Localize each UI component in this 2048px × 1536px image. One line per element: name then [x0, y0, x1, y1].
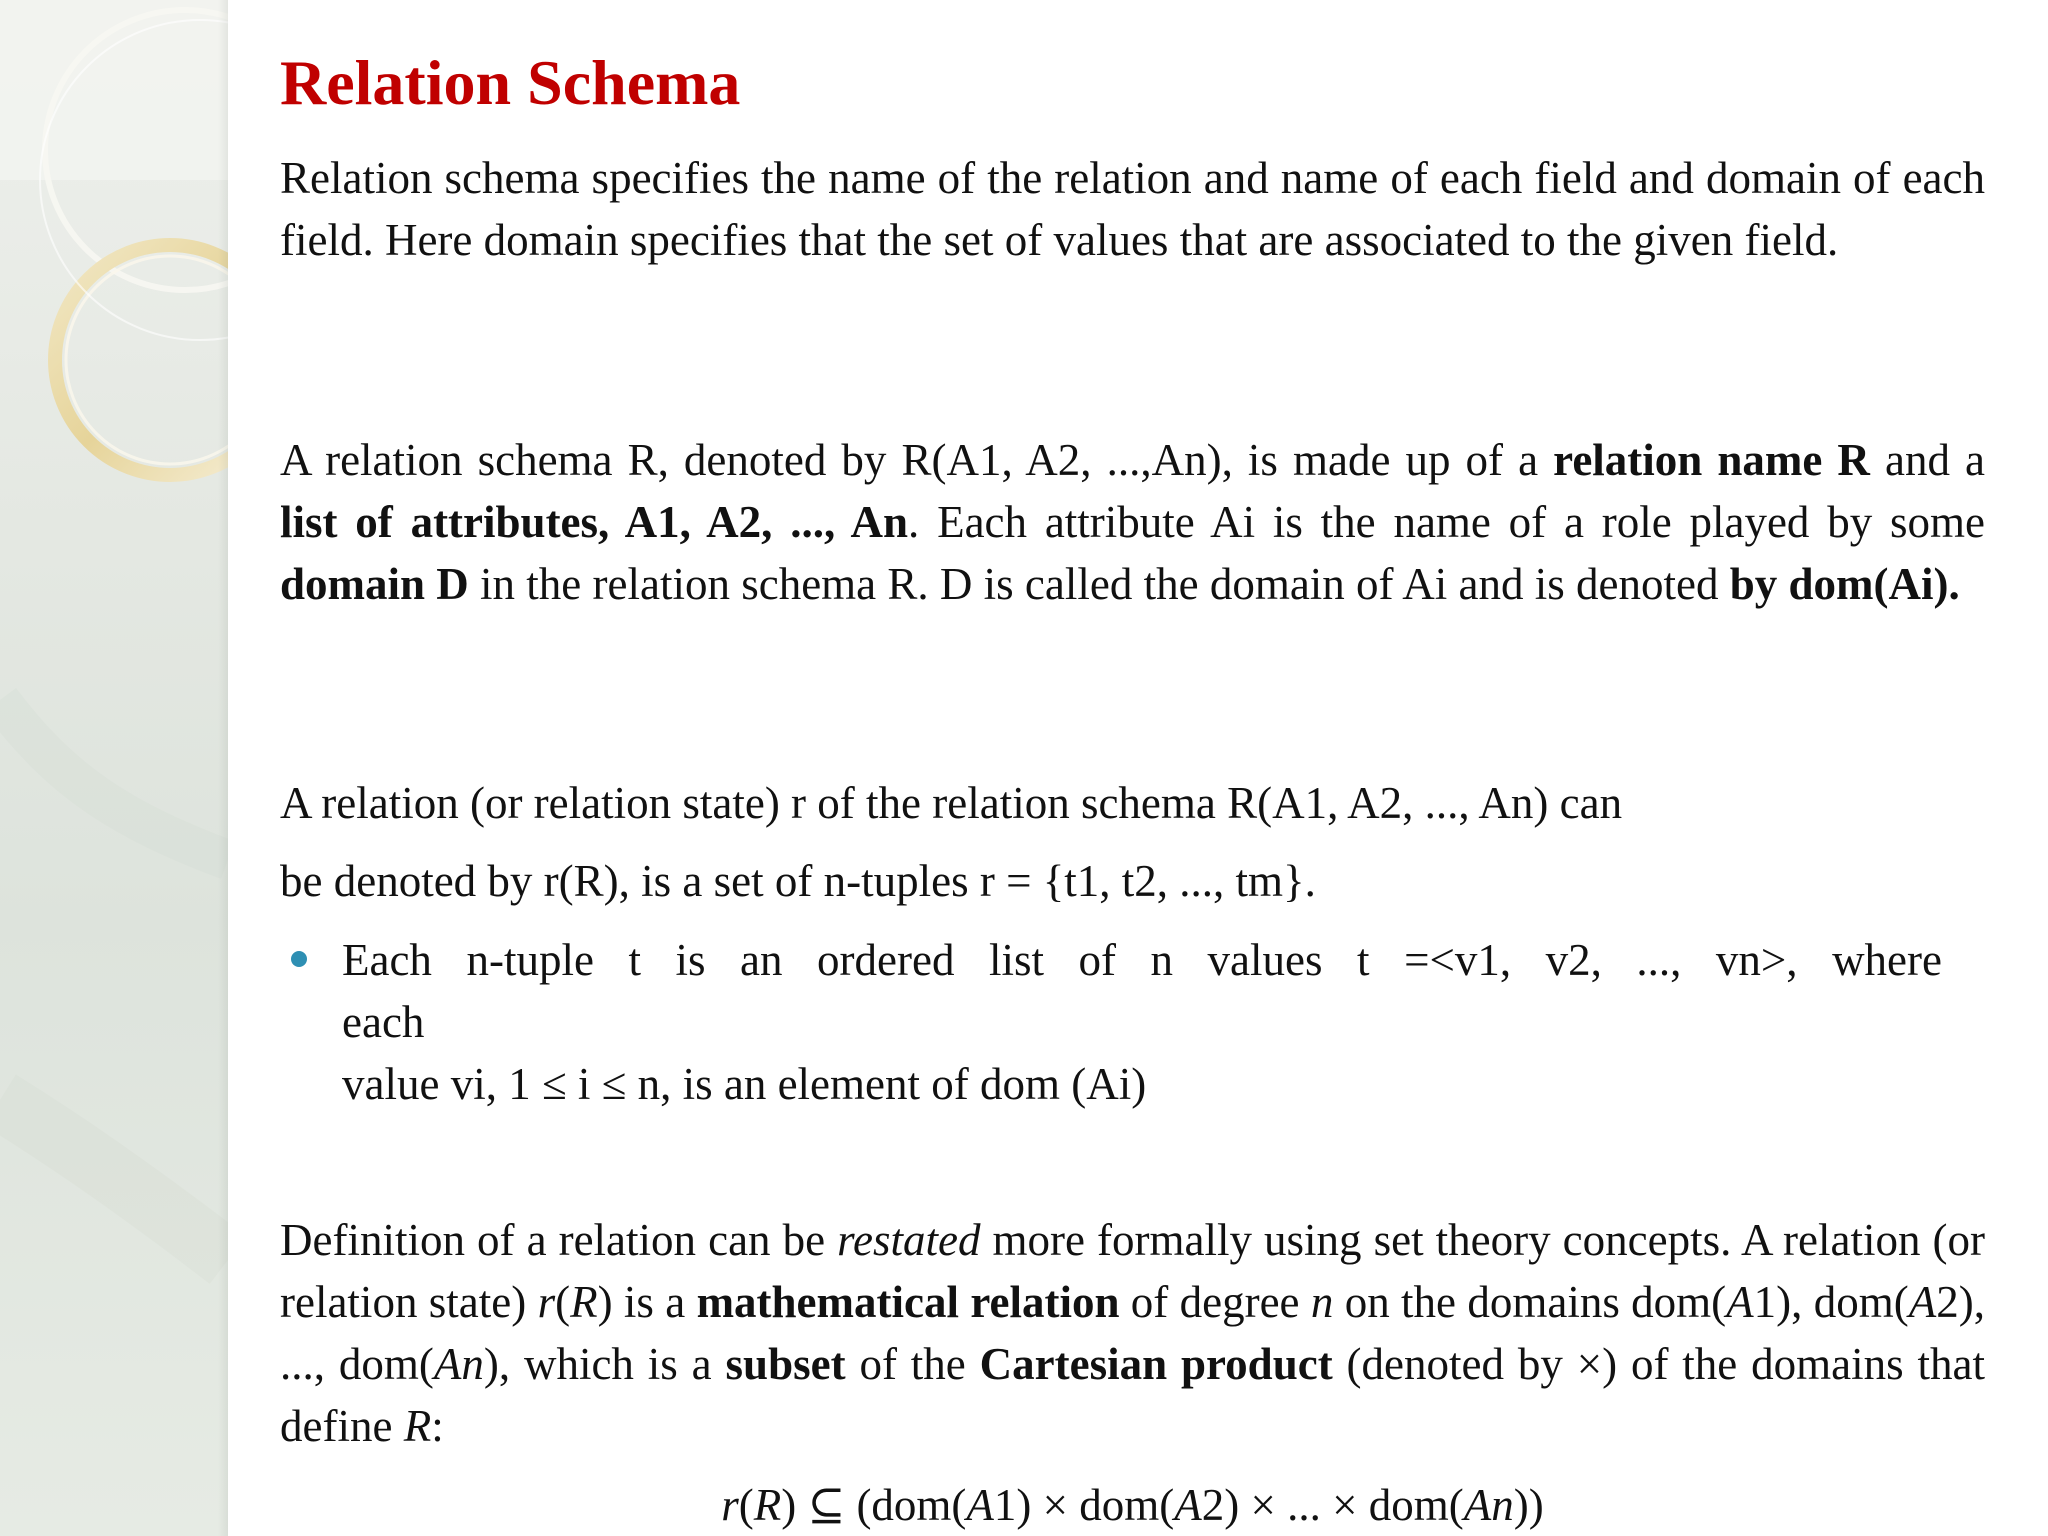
- bullet-line2: each: [342, 997, 425, 1047]
- term-mathematical-relation: mathematical relation: [696, 1277, 1120, 1327]
- bullet-item-n-tuple: [342, 929, 1942, 1115]
- term-dom-ai: by dom(Ai).: [1729, 559, 1960, 609]
- paragraph-formal-definition: Definition of a relation can be restated more formally using set theory concepts. A relation (or relation state) r(R) is a mathematical relation of degree n on the domains dom(A1), dom(A2), ..., dom(An), which is a subset of the Cartesian product (denoted by ×) of the domains that define R:: [280, 1215, 1985, 1451]
- bullet-line1: Each n-tuple t is an ordered list of n values t =<v1, v2, ..., vn>, where: [342, 935, 1942, 985]
- term-list-of-attributes: list of attributes, A1, A2, ..., An: [280, 497, 909, 547]
- decorative-rings: [0, 0, 228, 1536]
- paragraph-relation-schema-definition: Relation schema specifies the name of the relation and name of each field and domain of each field. Here domain specifies that the set of values that are associated to the given field.: [280, 153, 1985, 265]
- term-subset: subset: [725, 1339, 846, 1389]
- paragraph-relation-state-line2: be denoted by r(R), is a set of n-tuples r = {t1, t2, ..., tm}.: [280, 856, 1316, 906]
- term-domain-d: domain D: [280, 559, 469, 609]
- slide-title: Relation Schema: [280, 47, 741, 118]
- paragraph-relation-state-line1: A relation (or relation state) r of the relation schema R(A1, A2, ..., An) can: [280, 778, 1623, 828]
- formula-cartesian-subset: r(R) ⊆ (dom(A1) × dom(A2) × ... × dom(An)): [721, 1480, 1544, 1530]
- term-relation-name: relation name R: [1553, 435, 1870, 485]
- bullet-line3: value vi, 1 ≤ i ≤ n, is an element of dom (Ai): [342, 1059, 1147, 1109]
- decorative-sidebar: [0, 0, 228, 1536]
- term-cartesian-product: Cartesian product: [979, 1339, 1333, 1389]
- bullet-dot-icon: [291, 951, 307, 967]
- paragraph-relation-schema-notation: A relation schema R, denoted by R(A1, A2, ...,An), is made up of a relation name R and a list of attributes, A1, A2, ..., An. Each attribute Ai is the name of a role played by some domain D in the relation schema R. D is called the domain of Ai and is denoted by dom(Ai).: [280, 435, 1986, 609]
- sidebar-edge: [218, 0, 228, 1536]
